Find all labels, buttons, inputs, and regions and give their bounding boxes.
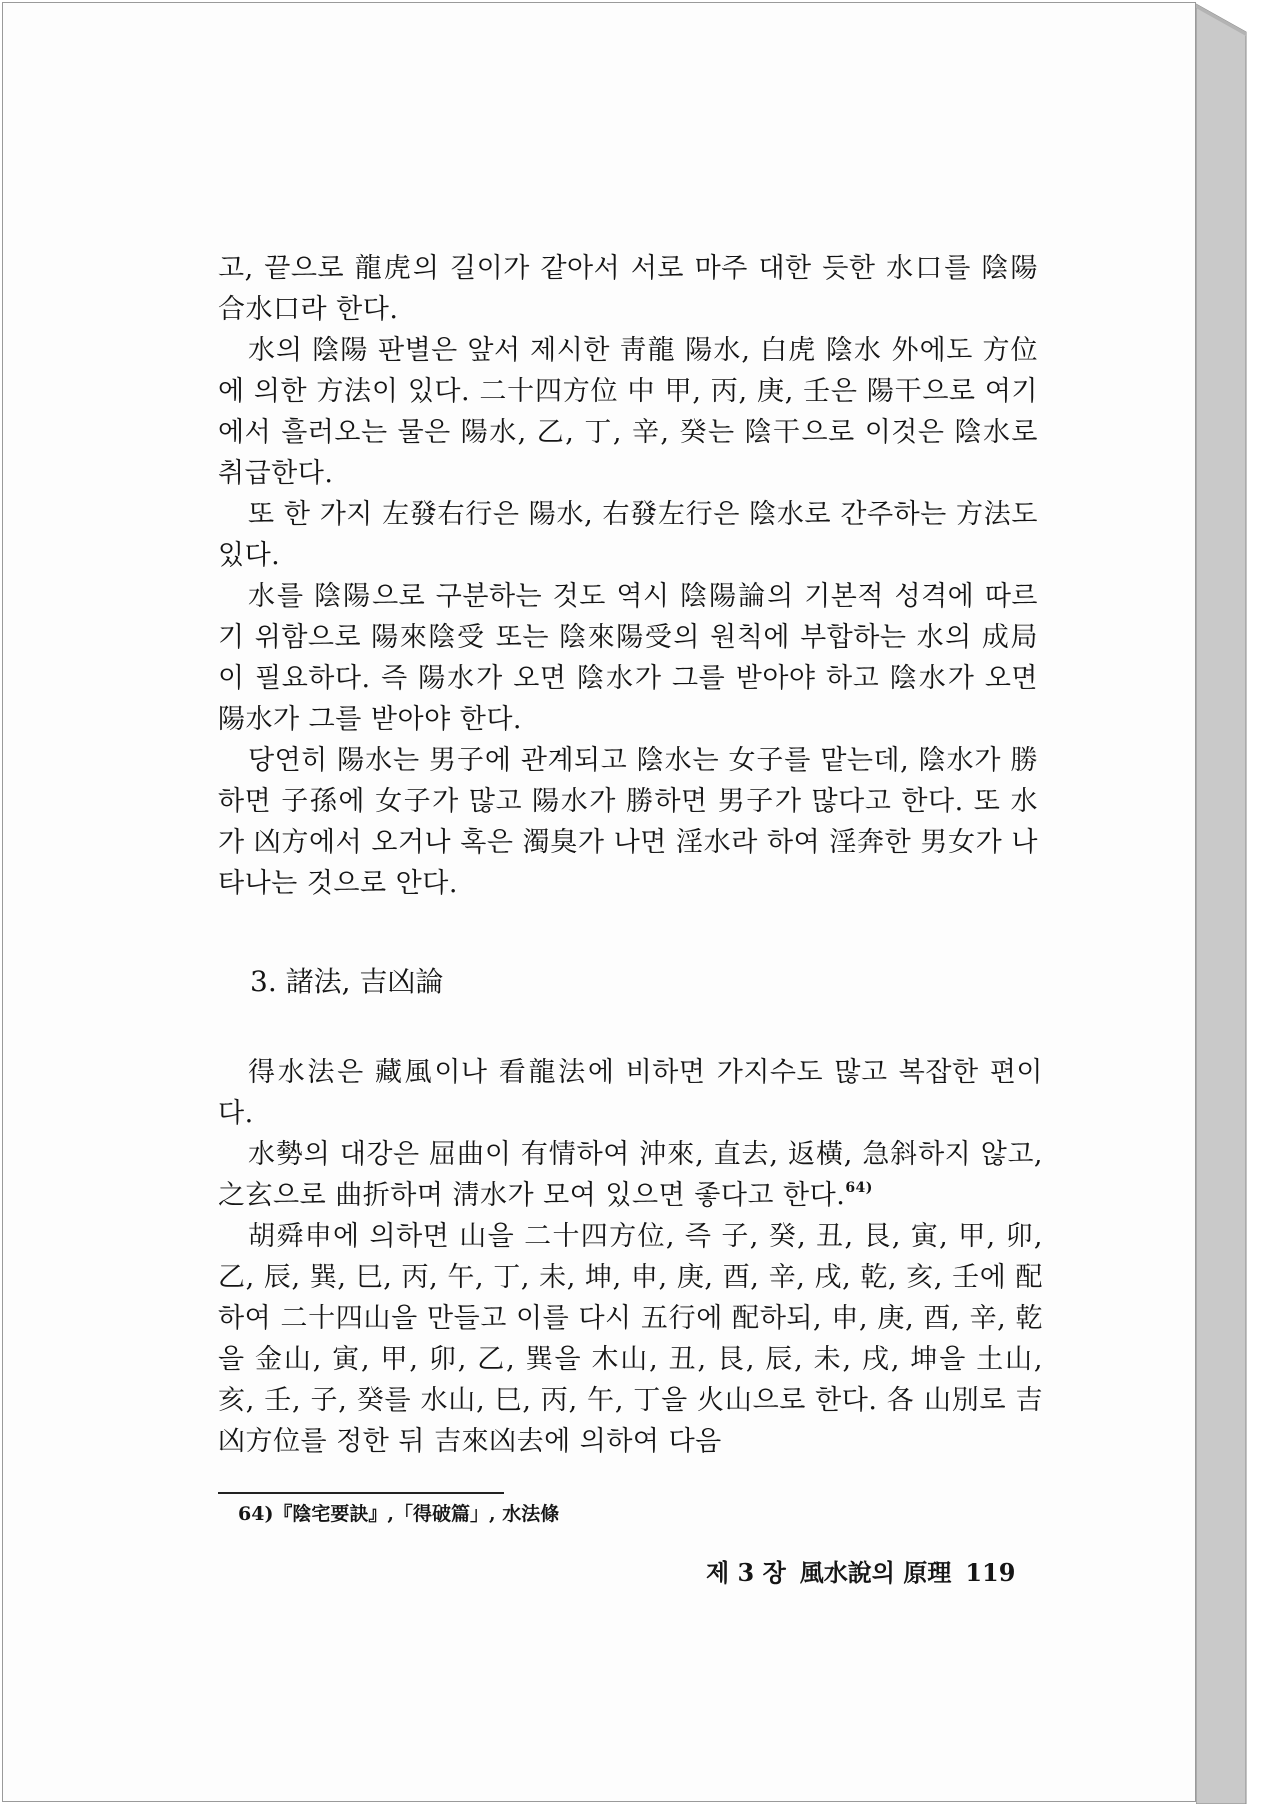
body-text-top (218, 248, 1038, 904)
chapter-label: 제 3 장 (706, 1558, 786, 1587)
body-text-bottom (218, 1052, 1043, 1462)
paragraph: 水의 陰陽 판별은 앞서 제시한 靑龍 陽水, 白虎 陰水 外에도 方位에 의한 方法이 있다. 二十四方位 中 甲, 丙, 庚, 壬은 陽干으로 여기에서 흘러오는 물은 陽水, 乙, 丁, 辛, 癸는 陰干으로 이것은 陰水로 취급한다. (218, 335, 1038, 489)
paragraph-text: 水勢의 대강은 屈曲이 有情하여 沖來, 直去, 返橫, 急斜하지 않고, 之玄으로 曲折하며 淸水가 모여 있으면 좋다고 한다. (218, 1139, 1043, 1211)
paragraph (218, 1134, 1043, 1216)
paragraph: 得水法은 藏風이나 看龍法에 비하면 가지수도 많고 복잡한 편이다. (218, 1057, 1043, 1129)
section-heading: 3. 諸法, 吉凶論 (250, 965, 444, 998)
footnote-divider (218, 1492, 504, 1494)
footnote: 64)『陰宅要訣』,「得破篇」, 水法條 (238, 1503, 560, 1525)
running-footer (706, 1556, 1015, 1590)
footnote-reference: 64) (845, 1180, 873, 1196)
page-number: 119 (965, 1558, 1016, 1587)
paragraph: 당연히 陽水는 男子에 관계되고 陰水는 女子를 맡는데, 陰水가 勝하면 子孫에 女子가 많고 陽水가 勝하면 男子가 많다고 한다. 또 水가 凶方에서 오거나 혹은 濁臭가 나면 淫水라 하여 淫奔한 男女가 나타나는 것으로 안다. (218, 745, 1038, 899)
paragraph: 水를 陰陽으로 구분하는 것도 역시 陰陽論의 기본적 성격에 따르기 위함으로 陽來陰受 또는 陰來陽受의 원칙에 부합하는 水의 成局이 필요하다. 즉 陽水가 오면 陰水가 그를 받아야 하고 陰水가 오면 陽水가 그를 받아야 한다. (218, 581, 1038, 735)
chapter-title: 風水說의 原理 (799, 1558, 952, 1587)
paragraph: 胡舜申에 의하면 山을 二十四方位, 즉 子, 癸, 丑, 艮, 寅, 甲, 卯, 乙, 辰, 巽, 巳, 丙, 午, 丁, 未, 坤, 申, 庚, 酉, 辛, 戌, 乾, 亥, 壬에 配하여 二十四山을 만들고 이를 다시 五行에 配하되, 申, 庚, 酉, 辛, 乾을 金山, 寅, 甲, 卯, 乙, 巽을 木山, 丑, 艮, 辰, 未, 戌, 坤을 土山, 亥, 壬, 子, 癸를 水山, 巳, 丙, 午, 丁을 火山으로 한다. 各 山別로 吉凶方位를 정한 뒤 吉來凶去에 의하여 다음 (218, 1221, 1043, 1457)
paragraph: 또 한 가지 左發右行은 陽水, 右發左行은 陰水로 간주하는 方法도 있다. (218, 499, 1038, 571)
paragraph: 고, 끝으로 龍虎의 길이가 같아서 서로 마주 대한 듯한 水口를 陰陽合水口라 한다. (218, 253, 1038, 325)
page-stack-edge (1196, 2, 1282, 1804)
